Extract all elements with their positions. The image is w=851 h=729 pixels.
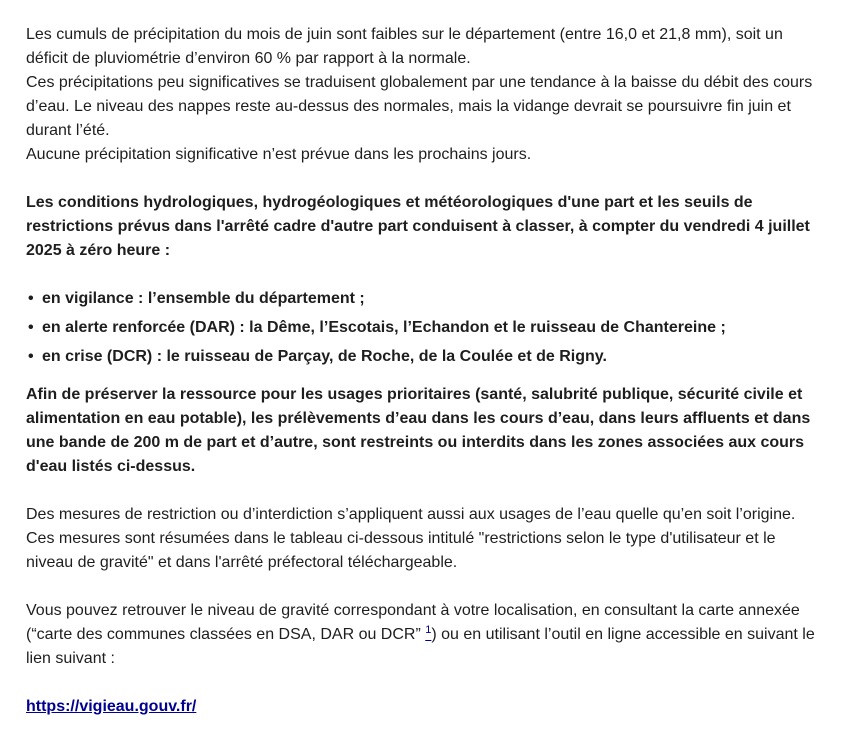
intro-section [26, 23, 826, 167]
list-item-text: en alerte renforcée (DAR) : la Dême, l’Escotais, l’Echandon et le ruisseau de Chantereine ; [42, 319, 726, 336]
bullet-icon: • [28, 319, 34, 336]
list-item-vigilance [26, 287, 826, 311]
forecast-paragraph: Aucune précipitation significative n’est prévue dans les prochains jours. [26, 146, 532, 163]
list-item-crise [26, 345, 826, 369]
bullet-icon: • [28, 348, 34, 365]
list-item-alerte-renforcee [26, 316, 826, 340]
locate-text-after: ) ou en utilisant l’outil en ligne accessible en suivant le lien suivant : [26, 626, 815, 667]
preserve-paragraph: Afin de préserver la ressource pour les usages prioritaires (santé, salubrité publique, sécurité civile et alimentation en eau potable), les prélèvements d’eau dans les cours d’eau, dans leurs affluents et dans une bande de 200 m de part et d’autre, sont restreints ou interdits dans les zones associées aux cours d'eau listés ci-dessus. [26, 386, 811, 475]
footnote-number: 1 [425, 624, 432, 636]
decision-paragraph: Les conditions hydrologiques, hydrogéologiques et météorologiques d'une part et les seuils de restrictions prévus dans l'arrêté cadre d'autre part conduisent à classer, à compter du vendredi 4 juillet 2025 à zéro heure : [26, 194, 810, 259]
measures-paragraph: Des mesures de restriction ou d’interdiction s’appliquent aussi aux usages de l’eau quelle qu’en soit l’origine. Ces mesures sont résumées dans le tableau ci-dessous intitulé "restrictions selon le type d'utilisateur et le niveau de gravité" et dans l'arrêté préfectoral téléchargeable. [26, 506, 796, 571]
locate-paragraph [26, 599, 826, 671]
list-item-text: en crise (DCR) : le ruisseau de Parçay, de Roche, de la Coulée et de Rigny. [42, 348, 607, 365]
rainfall-paragraph: Les cumuls de précipitation du mois de juin sont faibles sur le département (entre 16,0 et 21,8 mm), soit un déficit de pluviométrie d’environ 60 % par rapport à la normale. [26, 26, 783, 67]
list-item-text: en vigilance : l’ensemble du département ; [42, 290, 365, 307]
classification-list [26, 287, 826, 369]
river-flow-paragraph: Ces précipitations peu significatives se traduisent globalement par une tendance à la baisse du débit des cours d’eau. Le niveau des nappes reste au-dessus des normales, mais la vidange devrait se poursuivre fin juin et durant l’été. [26, 74, 813, 139]
bullet-icon: • [28, 290, 34, 307]
vigieau-link[interactable]: https://vigieau.gouv.fr/ [26, 698, 197, 715]
link-paragraph [26, 695, 826, 719]
article-content [26, 23, 826, 719]
locate-text-before: Vous pouvez retrouver le niveau de gravité correspondant à votre localisation, en consultant la carte annexée (“carte des communes classées en DSA, DAR ou DCR” [26, 602, 800, 643]
